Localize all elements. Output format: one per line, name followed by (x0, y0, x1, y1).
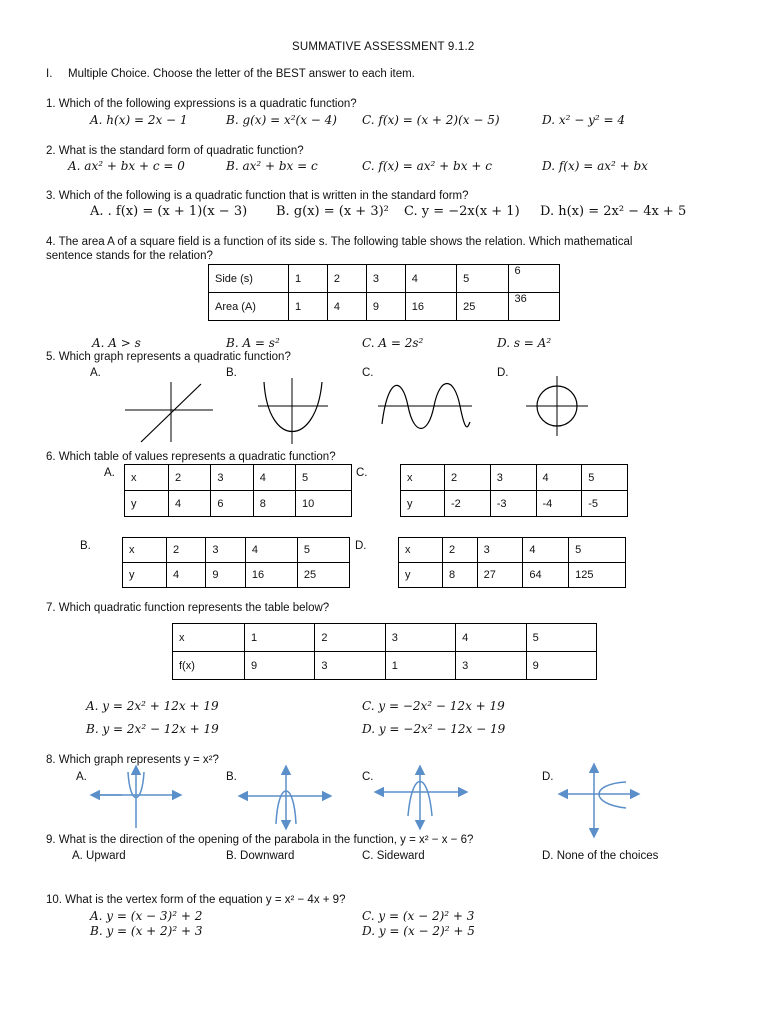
q7-table (172, 623, 597, 680)
q6a-cell: 6 (211, 491, 253, 517)
q4-choice-d[interactable]: D. s = A² (497, 336, 552, 350)
q7-cell: x (173, 624, 245, 652)
q8-choice-b[interactable]: B. (226, 771, 237, 783)
q4-cell: Side (s) (209, 265, 289, 293)
q7-cell: 3 (385, 624, 455, 652)
q7-cell: 2 (315, 624, 385, 652)
q6d-cell: 27 (477, 563, 523, 588)
q8-choice-c[interactable]: C. (362, 771, 374, 783)
q6d-cell: 8 (443, 563, 478, 588)
q10-choice-b[interactable]: B. y = (x + 2)² + 3 (90, 924, 203, 938)
q5-graph-c-sine (378, 382, 472, 428)
q6-table-d (398, 537, 626, 588)
q5-choice-d[interactable]: D. (497, 367, 509, 379)
q6c-cell: -5 (582, 491, 628, 517)
q6c-cell: 4 (536, 465, 582, 491)
q2-choice-a[interactable]: A. ax² + bx + c = 0 (68, 159, 185, 173)
q7-cell: 5 (526, 624, 596, 652)
q7-choice-a[interactable]: A. y = 2x² + 12x + 19 (86, 699, 219, 713)
q2-choice-c[interactable]: C. f(x) = ax² + bx + c (362, 159, 492, 173)
q7-cell: 3 (315, 652, 385, 680)
q6a-cell: 2 (169, 465, 211, 491)
q9-choice-d[interactable]: D. None of the choices (542, 850, 659, 862)
q1-choice-c[interactable]: C. f(x) = (x + 2)(x − 5) (362, 113, 500, 127)
q6d-cell: x (399, 538, 443, 563)
q5-choice-c[interactable]: C. (362, 367, 374, 379)
part-instruction: Multiple Choice. Choose the letter of the BEST answer to each item. (68, 68, 415, 80)
question-1: 1. Which of the following expressions is a quadratic function? (46, 98, 357, 110)
q6c-cell: 5 (582, 465, 628, 491)
q3-choice-b[interactable]: B. g(x) = (x + 3)² (276, 204, 389, 219)
question-7: 7. Which quadratic function represents the table below? (46, 602, 330, 614)
q6a-cell: x (125, 465, 169, 491)
q6a-cell: 10 (296, 491, 352, 517)
q10-choice-a[interactable]: A. y = (x − 3)² + 2 (90, 909, 203, 923)
q6a-cell: 3 (211, 465, 253, 491)
q4-cell: 2 (327, 265, 366, 293)
q5-choice-b[interactable]: B. (226, 367, 237, 379)
q1-choice-a[interactable]: A. h(x) = 2x − 1 (90, 113, 188, 127)
question-5: 5. Which graph represents a quadratic function? (46, 351, 291, 363)
q6d-cell: 125 (569, 563, 626, 588)
q6a-cell: y (125, 491, 169, 517)
q6b-cell: 16 (245, 563, 297, 588)
q6a-cell: 5 (296, 465, 352, 491)
q6d-cell: 5 (569, 538, 626, 563)
q10-choice-d[interactable]: D. y = (x − 2)² + 5 (362, 924, 475, 938)
page-title: SUMMATIVE ASSESSMENT 9.1.2 (292, 41, 475, 53)
q6-label-b[interactable]: B. (80, 540, 91, 552)
q4-cell: 1 (289, 293, 328, 321)
q6b-cell: 2 (167, 538, 206, 563)
q6-table-a (124, 464, 352, 517)
q1-choice-b[interactable]: B. g(x) = x²(x − 4) (226, 113, 337, 127)
q6b-cell: 3 (206, 538, 245, 563)
part-number: I. (46, 68, 53, 80)
q4-cell: 6 (508, 265, 559, 293)
q6-label-d[interactable]: D. (355, 540, 367, 552)
q4-cell: 16 (405, 293, 456, 321)
q6c-cell: 3 (490, 465, 536, 491)
q6c-cell: -2 (445, 491, 491, 517)
question-6: 6. Which table of values represents a quadratic function? (46, 451, 336, 463)
q4-table (208, 264, 560, 321)
q6c-cell: y (401, 491, 445, 517)
q4-cell: 3 (366, 265, 405, 293)
q4-cell: 5 (457, 265, 508, 293)
q7-cell: 3 (456, 652, 526, 680)
q6b-cell: 4 (167, 563, 206, 588)
q6d-cell: 2 (443, 538, 478, 563)
q7-cell: 9 (526, 652, 596, 680)
q5-graph-b-parabola (258, 378, 328, 444)
question-8: 8. Which graph represents y = x²? (46, 754, 219, 766)
q6b-cell: x (123, 538, 167, 563)
q6b-cell: 25 (297, 563, 349, 588)
q9-choice-c[interactable]: C. Sideward (362, 850, 425, 862)
q4-choice-c[interactable]: C. A = 2s² (362, 336, 424, 350)
q6d-cell: y (399, 563, 443, 588)
q6c-cell: 2 (445, 465, 491, 491)
q6-label-a[interactable]: A. (104, 467, 115, 479)
q8-graph-b-downward-parabola (240, 766, 330, 828)
q7-cell: 9 (245, 652, 315, 680)
q4-choice-b[interactable]: B. A = s² (226, 336, 280, 350)
q6d-cell: 64 (523, 563, 569, 588)
question-10: 10. What is the vertex form of the equation y = x² − 4x + 9? (46, 894, 346, 906)
q2-choice-b[interactable]: B. ax² + bx = c (226, 159, 318, 173)
q3-choice-d[interactable]: D. h(x) = 2x² − 4x + 5 (540, 204, 687, 219)
question-2: 2. What is the standard form of quadratic function? (46, 145, 304, 157)
q4-cell: 9 (366, 293, 405, 321)
q7-choice-c[interactable]: C. y = −2x² − 12x + 19 (362, 699, 505, 713)
q7-cell: 1 (245, 624, 315, 652)
q4-cell: 1 (289, 265, 328, 293)
q6d-cell: 3 (477, 538, 523, 563)
q8-graph-d-sideward-parabola (560, 764, 640, 836)
q2-choice-d[interactable]: D. f(x) = ax² + bx (542, 159, 648, 173)
q7-cell: 1 (385, 652, 455, 680)
q6a-cell: 4 (253, 465, 295, 491)
q10-choice-c[interactable]: C. y = (x − 2)² + 3 (362, 909, 475, 923)
q4-cell: 4 (327, 293, 366, 321)
q6b-cell: 9 (206, 563, 245, 588)
q7-cell: f(x) (173, 652, 245, 680)
q5-choice-a[interactable]: A. (90, 367, 101, 379)
q8-choice-a[interactable]: A. (76, 771, 87, 783)
q6-table-b (122, 537, 350, 588)
q9-choice-b[interactable]: B. Downward (226, 850, 295, 862)
q4-cell: 4 (405, 265, 456, 293)
q3-choice-a[interactable]: A. . f(x) = (x + 1)(x − 3) (90, 204, 248, 219)
q5-graph-d-circle (526, 376, 588, 436)
q6c-cell: -3 (490, 491, 536, 517)
q7-choice-d[interactable]: D. y = −2x² − 12x − 19 (362, 722, 506, 736)
q6-label-c[interactable]: C. (356, 467, 368, 479)
question-4-line1: 4. The area A of a square field is a function of its side s. The following table shows the relation. Which mathematical (46, 236, 633, 248)
q6-table-c (400, 464, 628, 517)
q4-cell: 25 (457, 293, 508, 321)
q7-choice-b[interactable]: B. y = 2x² − 12x + 19 (86, 722, 219, 736)
q6b-cell: y (123, 563, 167, 588)
q9-choice-a[interactable]: A. Upward (72, 850, 126, 862)
q6d-cell: 4 (523, 538, 569, 563)
q8-graph-c-downward-parabola (376, 766, 466, 828)
q6c-cell: x (401, 465, 445, 491)
q5-graph-a-linear (125, 382, 215, 444)
question-9: 9. What is the direction of the opening of the parabola in the function, y = x² − x − 6? (46, 834, 474, 846)
q8-graph-a-upward-parabola (92, 766, 182, 828)
q4-cell: Area (A) (209, 293, 289, 321)
q7-cell: 4 (456, 624, 526, 652)
q6a-cell: 4 (169, 491, 211, 517)
q1-choice-d[interactable]: D. x² − y² = 4 (542, 113, 625, 127)
q6b-cell: 4 (245, 538, 297, 563)
q6a-cell: 8 (253, 491, 295, 517)
q4-cell: 36 (508, 293, 559, 321)
q6c-cell: -4 (536, 491, 582, 517)
question-3: 3. Which of the following is a quadratic function that is written in the standard form? (46, 190, 469, 202)
question-4-line2: sentence stands for the relation? (46, 250, 213, 262)
q6b-cell: 5 (297, 538, 349, 563)
q3-choice-c[interactable]: C. y = −2x(x + 1) (404, 204, 520, 219)
q4-choice-a[interactable]: A. A > s (92, 336, 141, 350)
q8-choice-d[interactable]: D. (542, 771, 554, 783)
